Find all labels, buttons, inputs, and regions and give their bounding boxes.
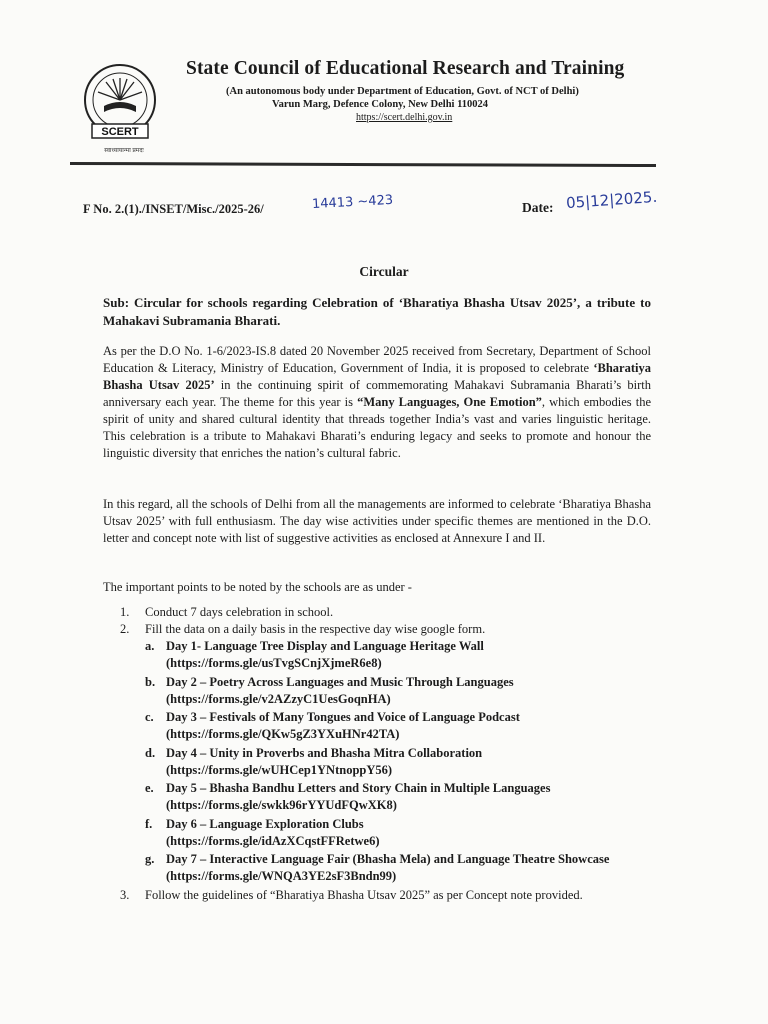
point-item: 1. Conduct 7 days celebration in school. <box>120 605 334 619</box>
page-title: Circular <box>359 264 409 279</box>
google-form-link[interactable]: (https://forms.gle/QKw5gZ3YXuHNr42TA) <box>166 727 400 741</box>
logo-motto: स्वाध्यायान्मा प्रमदः <box>104 148 144 154</box>
paragraph-1: As per the D.O No. 1-6/2023-IS.8 dated 20 November 2025 received from Secretary, Department of School Education & Literacy, Ministry of Education, Government of India, it is proposed to celebrate ‘Bharatiya Bhasha Utsav 2025’ in the continuing spirit of commemorating Mahakavi Subramania Bharati’s birth anniversary each year. The theme for this year is “Many Languages, One Emotion”, which embodies the spirit of unity and shared cultural identity that threads together India’s vast and varies linguistic heritage. This celebration is a tribute to Mahakavi Bharati’s enduring legacy and seeks to promote and honour the linguistic diversity that enriches the nation’s cultural fabric. <box>103 344 651 460</box>
paragraph-2: In this regard, all the schools of Delhi from all the managements are informed to celebrate ‘Bharatiya Bhasha Utsav 2025’ with full enthusiasm. The day wise activities under specific themes are mentioned in the D.O. letter and concept note with list of suggestive activities as enclosed at Annexure I and II. <box>103 497 651 545</box>
org-address: Varun Marg, Defence Colony, New Delhi 110024 <box>272 99 489 110</box>
svg-text:SCERT: SCERT <box>101 126 139 138</box>
subject-line: Sub: Circular for schools regarding Celebration of ‘Bharatiya Bhasha Utsav 2025’, a tribute to Mahakavi Subramania Bharati. <box>103 295 651 328</box>
google-form-link[interactable]: (https://forms.gle/idAzXCqstFFRetwe6) <box>166 833 380 848</box>
date-label: Date: <box>522 200 554 215</box>
google-form-link[interactable]: (https://forms.gle/WNQA3YE2sF3Bndn99) <box>166 869 397 883</box>
day-item: a. Day 1- Language Tree Display and Language Heritage Wall (https://forms.gle/usTvgSCnjXjmeR6e8) <box>145 638 640 672</box>
point-item: 3. Follow the guidelines of “Bharatiya Bhasha Utsav 2025” as per Concept note provided. <box>120 887 583 902</box>
point-item: 2. Fill the data on a daily basis in the respective day wise google form. a. Day 1- Language Tree Display and Language Heritage Wall (https://forms.gle/usTvgSCnjXjmeR6e8) b. Day 2 – Poetry Across Languages and Music Through Languages (https://forms.gle/v2AZzyC1UesGoqnHA) c. Day 3 – Festivals of Many Tongues and Voice of Language Podcast (https://forms.gle/QKw5gZ3YXuHNr42TA) d. Day 4 – Unity in Proverbs and Bhasha Mitra Collaboration (https://forms.gle/wUHCep1YNtnoppY56) e. Day 5 – Bhasha Bandhu Letters and Story Chain in Multiple Languages (https://forms.gle/swkk96rYYUdFQwXK8) f. Day 6 – Language Exploration Clubs (https://forms.gle/idAzXCqstFFRetwe6) g. Day 7 – Interactive Language Fair (Bhasha Mela) and Language Theatre Showcase (https://forms.gle/WNQA3YE2sF3Bndn99) <box>120 621 640 885</box>
org-website-link[interactable]: https://scert.delhi.gov.in <box>356 112 453 123</box>
org-title: State Council of Educational Research and Training <box>186 58 625 79</box>
handwritten-date: 05|12|2025. <box>565 187 658 213</box>
file-number: F No. 2.(1)./INSET/Misc./2025-26/ <box>83 202 264 216</box>
google-form-link[interactable]: (https://forms.gle/v2AZzyC1UesGoqnHA) <box>166 691 391 706</box>
day-list <box>145 638 640 885</box>
scert-logo-icon <box>78 62 162 152</box>
day-item: g. Day 7 – Interactive Language Fair (Bhasha Mela) and Language Theatre Showcase (https://forms.gle/WNQA3YE2sF3Bndn99) <box>145 851 640 885</box>
google-form-link[interactable]: (https://forms.gle/usTvgSCnjXjmeR6e8) <box>166 656 382 670</box>
day-item: b. Day 2 – Poetry Across Languages and Music Through Languages (https://forms.gle/v2AZzyC1UesGoqnHA) <box>145 674 640 708</box>
day-item: f. Day 6 – Language Exploration Clubs (https://forms.gle/idAzXCqstFFRetwe6) <box>145 816 640 850</box>
day-item: c. Day 3 – Festivals of Many Tongues and Voice of Language Podcast (https://forms.gle/QKw5gZ3YXuHNr42TA) <box>145 709 640 743</box>
handwritten-file-number: 14413 ~423 <box>311 192 394 213</box>
google-form-link[interactable]: (https://forms.gle/swkk96rYYUdFQwXK8) <box>166 798 397 812</box>
google-form-link[interactable]: (https://forms.gle/wUHCep1YNtnoppY56) <box>166 762 393 777</box>
points-intro: The important points to be noted by the schools are as under - <box>103 580 412 594</box>
points-list <box>120 604 640 904</box>
header-divider <box>70 162 656 167</box>
day-item: d. Day 4 – Unity in Proverbs and Bhasha Mitra Collaboration (https://forms.gle/wUHCep1YNtnoppY56) <box>145 745 640 779</box>
day-item: e. Day 5 – Bhasha Bandhu Letters and Story Chain in Multiple Languages (https://forms.gle/swkk96rYYUdFQwXK8) <box>145 780 640 814</box>
org-subtitle: (An autonomous body under Department of Education, Govt. of NCT of Delhi) <box>226 86 579 97</box>
